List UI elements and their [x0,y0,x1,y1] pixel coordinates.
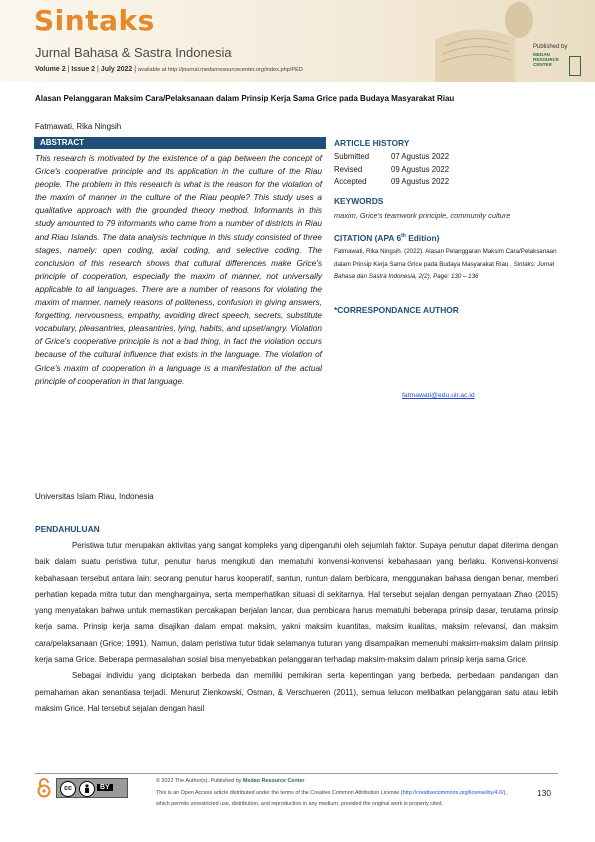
section-heading: PENDAHULUAN [35,524,100,534]
history-row [334,151,569,164]
page-number: 130 [537,788,551,798]
cc-by-license-badge[interactable] [56,778,128,798]
history-row [334,164,569,177]
cc-icon: cc [60,781,76,797]
license-text-start: This is an Open Access article distributed under the terms of the Creative Common Attribution License ( [156,789,403,796]
license-line [156,788,516,800]
license-text-end: ), [503,789,507,796]
publisher-name: Medan Resource Center [242,778,305,784]
published-by-label: Published by [533,44,568,50]
article-history-heading: ARTICLE HISTORY [334,138,410,148]
history-label: Submitted [334,152,370,161]
citation-heading-edition: Edition) [405,233,440,243]
open-access-icon [36,778,52,798]
open-book-illustration [415,0,535,82]
journal-subtitle: Jurnal Bahasa & Sastra Indonesia [35,45,232,60]
publisher-block [527,44,589,67]
footer-logos [36,776,148,800]
introduction-body [35,538,558,717]
correspondence-email[interactable]: fatmawati@edu.uir.ac.id [402,392,475,399]
history-row [334,176,569,189]
license-link[interactable]: http://creativecommons.org/license/by/4.0/ [402,789,504,796]
issue-label: Issue 2 [71,66,96,73]
date-label: July 2022 [100,66,133,73]
history-label: Revised [334,164,363,174]
authors: Fatmawati, Rika Ningsih [35,122,122,131]
article-history [334,138,569,189]
correspondence-section [334,305,569,315]
article-title: Alasan Pelanggaran Maksim Cara/Pelaksanaan dalam Prinsip Kerja Sama Grice pada Budaya Masyarakat Riau [35,94,455,103]
by-label: BY [97,784,113,791]
issue-info: Volume 2 | Issue 2 | July 2022 | available at http://journal.medanresourcecenter.org/index.php/PED [35,66,303,73]
citation-text [334,246,569,284]
publisher-logo-line: RESOURCE [533,57,560,62]
history-label: Accepted [334,177,367,187]
citation-heading-sup: th [401,233,406,240]
history-date: 09 Agustus 2022 [391,177,450,187]
publisher-logo [533,52,589,67]
availability-url[interactable]: available at http://journal.medanresourcecenter.org/index.php/PED [138,67,303,73]
paragraph: Peristiwa tutur merupakan aktivitas yang sangat kompleks yang dipengaruhi oleh sejumlah faktor. Supaya penutur dapat diterima dengan baik dalam suatu peristiwa tutur, penutur harus mengikuti dan mematuhi konvensi-konvensi kebahasaan yang berlaku. Konvensi-konvensi kebahasaan tersebut antara lain: seorang penutur harus kooperatif, santun, runtun dalam berbicara, menggunakan bahasa dengan benar, memberi perhatian kepada mitra tutur dan menghargainya, serta memperhatikan situasi di sekitarnya. Hal tersebut sejalan dengan pernyataan Zhao (2015) yang menyatakan bahwa untuk memastikan percakapan berjalan lancar, dua pembicara harus mematuhi beberapa prinsip dasar, terutama prinsip kerja sama. Prinsip kerja sama disajikan dalam empat maksim, yakni maksim kuantitas, maksim kualitas, maksim relevansi, dan maksim cara/pelaksanaan (Grice: 1991). Namun, dalam peristiwa tutur tidak selamanya tuturan yang disampaikan memenuhi maksim-maksim dalam prinsip kerja sama Grice. Beberapa permasalahan sosial bisa menyebabkan pelanggaran terhadap maksim-maksim dalam prinsip kerja sama Grice. [35,541,558,665]
citation-plain: Fatmawati, Rika Ningsih. (2022). Alasan Pelanggaran Maksim Cara/Pelaksanaan dalam Prinsip Kerja Sama Grice pada Budaya Masyarakat Riau . [334,248,557,268]
footer-divider [35,773,558,774]
correspondence-heading: *CORRESPONDANCE AUTHOR [334,305,459,315]
volume-label: Volume 2 [35,66,66,73]
copyright-text: © 2022 The Author(s). Published by [156,778,243,784]
publisher-logo-line: MEDAN [533,52,550,57]
journal-header [0,0,595,82]
copyright-line [156,776,516,788]
license-text [156,776,516,811]
history-date: 07 Agustus 2022 [391,152,450,161]
abstract-heading: ABSTRACT [34,137,326,149]
publisher-logo-icon [569,56,581,76]
attribution-icon [79,781,95,797]
paragraph: Sebagai individu yang diciptakan berbeda dan memiliki pemikiran serta kepentingan yang berbeda, perbedaan pandangan dan pemahaman akan senantiasa terjadi. Menurut Zienkowski, Osman, & Verschueren (2011), semua lelucon melibatkan pelanggaran satu atau lebih maksim Grice. Hal tersebut sejalan dengan hasil [35,671,558,713]
publisher-logo-line: CENTER [533,62,552,67]
affiliation: Universitas Islam Riau, Indonesia [35,492,154,501]
citation-heading-text: CITATION (APA 6 [334,233,402,243]
journal-name: Sintaks [34,4,155,37]
keywords-section [334,196,569,220]
keywords-text: maxim, Grice's teamwork principle, community culture [334,211,511,220]
citation-section [334,233,569,284]
citation-source: Sintaks: Jurnal Bahasa dan Sastra Indonesia, 2(2), Page: 130 – 136 [334,260,555,280]
citation-heading [334,233,569,243]
keywords-heading: KEYWORDS [334,196,384,206]
license-line-2: which permits unrestricted use, distribution, and reproduction in any medium, provided the original work is properly cited. [156,801,444,807]
history-date: 09 Agustus 2022 [391,164,450,174]
abstract-text: This research is motivated by the existence of a gap between the concept of Grice's cooperative principle and its application in the culture of the Riau people. The problem in this research is what is the reason for the violation of the maxim of manner in the culture of the Riau people? This study uses a qualitative approach with the grounded theory method. Informants in this study amounted to 79 informants who came from a number of districts in Riau and Riau Islands. The data analysis technique in this study consisted of three stages, namely: open coding, axial coding, and selective coding. The conclusion of this research shows that cultural differences make Grice's principle of cooperation, especially the maxim of manner, not universally applicable to all languages. There are a number of reasons for violating the maxim of manner, namely reasons of politeness, confusion in giving answers, forgetting, nervousness, empathy, avoiding direct speech, secrets, substitute vocabulary, pleasantries, pleasantries, lying, habits, and upset/angry. Violation of Grice's cooperative principle is not a bad thing, in fact the violation occurs because of the cultural influence that exists in the language. The violation of Grice's maxim of cooperation in a language is a manifestation of the actual principle of cooperation in that language. [35,153,322,386]
